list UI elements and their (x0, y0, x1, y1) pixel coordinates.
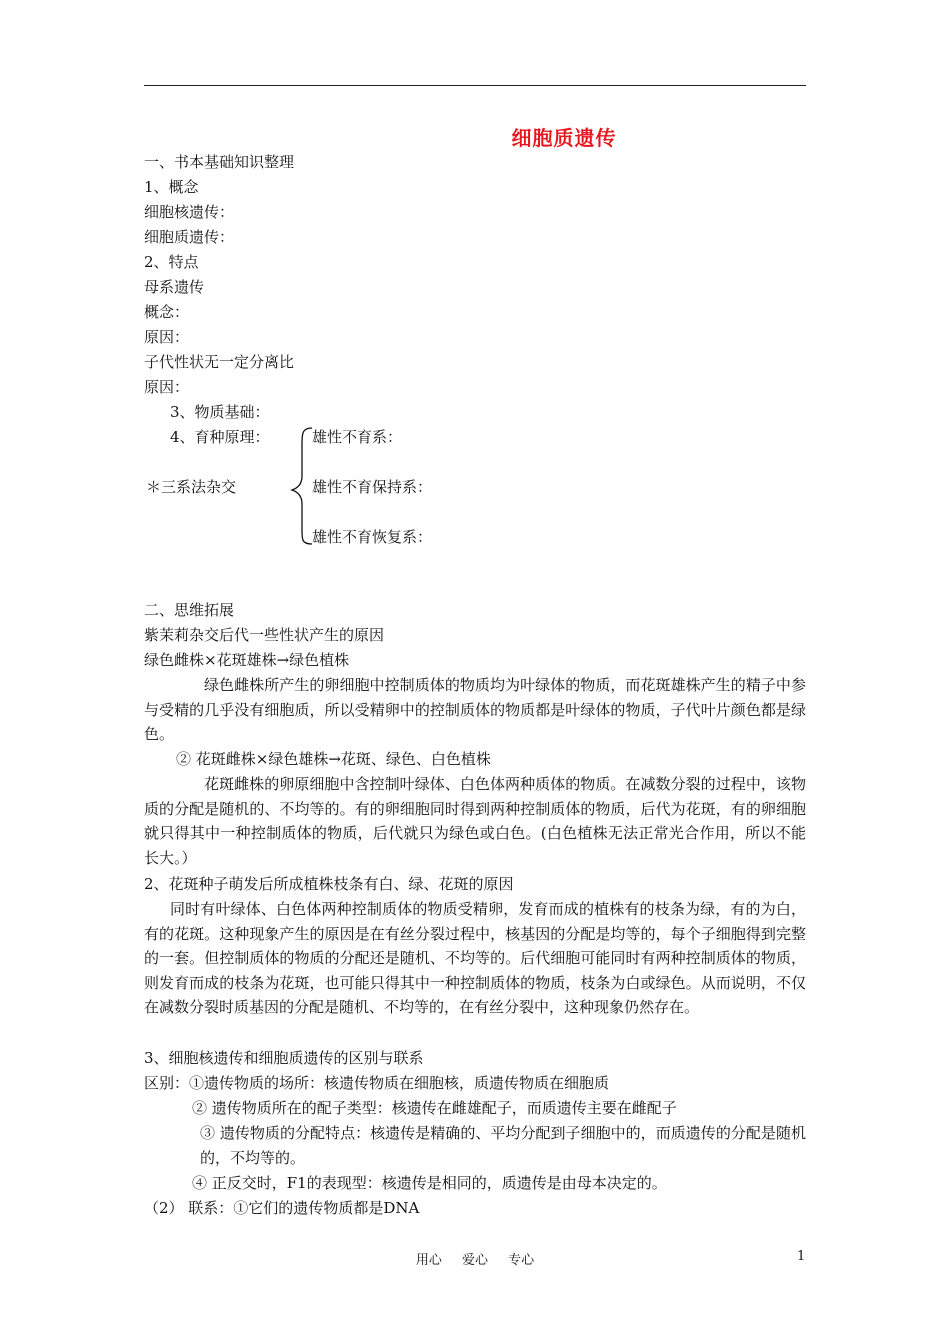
footer-text-3: 专心 (508, 1253, 535, 1268)
reason-label-2: 原因： (144, 378, 190, 396)
question-3-heading: 3、细胞核遗传和细胞质遗传的区别与联系 (144, 1049, 424, 1067)
footer-text-1: 用心 (415, 1253, 442, 1268)
page-title: 细胞质遗传 (511, 126, 617, 150)
reason-label-1: 原因： (144, 328, 190, 346)
page-footer (0, 1249, 950, 1268)
difference-2: ② 遗传物质所在的配子类型：核遗传在雌雄配子，而质遗传主要在雌配子 (192, 1099, 677, 1117)
four-oclock-heading: 紫茉莉杂交后代一些性状产生的原因 (144, 626, 385, 644)
features-heading: 2、特点 (144, 253, 199, 271)
cross-2: ② 花斑雌株×绿色雄株→花斑、绿色、白色植株 (176, 750, 491, 768)
question-2-heading: 2、花斑种子萌发后所成植株枝条有白、绿、花斑的原因 (144, 875, 514, 893)
material-basis-heading: 3、物质基础： (170, 403, 270, 421)
paragraph-1: 绿色雌株所产生的卵细胞中控制质体的物质均为叶绿体的物质，而花斑雄株产生的精子中参与受精的几乎没有细胞质，所以受精卵中的控制质体的物质都是叶绿体的物质，子代叶片颜色都是绿色。 (144, 676, 806, 743)
no-ratio-heading: 子代性状无一定分离比 (144, 353, 295, 371)
connection-line: （2） 联系：①它们的遗传物质都是DNA (144, 1199, 420, 1217)
difference-4: ④ 正反交时，F1的表现型：核遗传是相同的，质遗传是由母本决定的。 (192, 1174, 667, 1192)
male-sterile-line: 雄性不育系： (312, 428, 403, 446)
section2-heading: 二、思维拓展 (144, 601, 235, 619)
header-rule (144, 85, 806, 86)
breeding-principle-heading: 4、育种原理： (170, 428, 270, 446)
maternal-inheritance: 母系遗传 (144, 278, 205, 296)
paragraph-2: 花斑雌株的卵原细胞中含控制叶绿体、白色体两种质体的物质。在减数分裂的过程中，该物质的分配是随机的、不均等的。有的卵细胞同时得到两种控制质体的物质，后代为花斑，有的卵细胞就只得其中一种控制质体的物质，后代就只为绿色或白色。(白色植株无法正常光合作用，所以不能长大。） (144, 775, 806, 867)
restorer-line: 雄性不育恢复系： (312, 528, 433, 546)
maintainer-line: 雄性不育保持系： (312, 478, 433, 496)
cross-1: 绿色雌株×花斑雄株→绿色植株 (144, 651, 350, 669)
concept-label: 概念： (144, 303, 190, 321)
concept-heading: 1、概念 (144, 178, 199, 196)
difference-1: 区别：①遗传物质的场所：核遗传物质在细胞核，质遗传物质在细胞质 (144, 1074, 610, 1092)
curly-brace-icon (290, 426, 314, 546)
footer-text-2: 爱心 (461, 1253, 488, 1268)
page-number: 1 (797, 1249, 806, 1264)
three-line-hybrid: ＊三系法杂交 (146, 478, 237, 496)
section1-heading: 一、书本基础知识整理 (144, 153, 295, 171)
difference-3: ③ 遗传物质的分配特点：核遗传是精确的、平均分配到子细胞中的，而质遗传的分配是随机的，不均等的。 (200, 1124, 806, 1167)
paragraph-3: 同时有叶绿体、白色体两种控制质体的物质受精卵，发育而成的植株有的枝条为绿，有的为白，有的花斑。这种现象产生的原因是在有丝分裂过程中，核基因的分配是均等的，每个子细胞得到完整的一套。但控制质体的物质的分配还是随机、不均等的。后代细胞可能同时有两种控制质体的物质，则发育而成的枝条为花斑，也可能只得其中一种控制质体的物质，枝条为白或绿色。从而说明，不仅在减数分裂时质基因的分配是随机、不均等的，在有丝分裂中，这种现象仍然存在。 (144, 900, 806, 1016)
nuclear-inheritance-label: 细胞核遗传： (144, 203, 235, 221)
cyto-inheritance-label: 细胞质遗传： (144, 228, 235, 246)
